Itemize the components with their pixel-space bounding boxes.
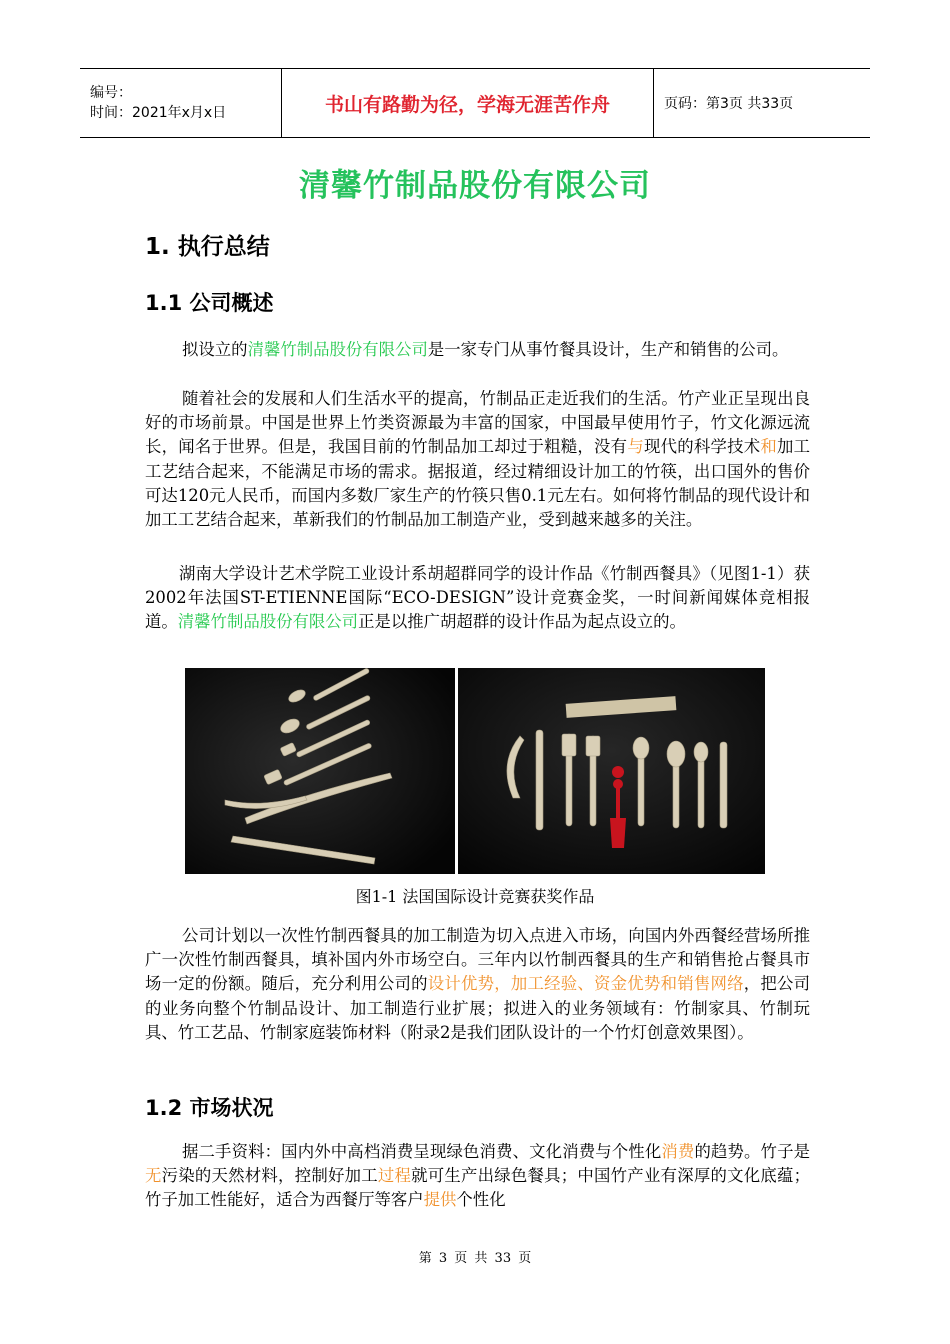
section-1-2-heading: 1.2 市场状况 [145,1096,274,1120]
paragraph-industry-background [145,387,810,532]
p2-highlight-2: 和 [760,437,778,457]
p1-text-b: 是一家专门从事竹餐具设计，生产和销售的公司。 [427,340,789,359]
p3-text-a: 湖南大学设计艺术学院工业设计系胡超群同学的设计作品《竹制西餐具》（见图1-1）获2002年法国ST-ETIENNE国际“ECO-DESIGN”设计竞赛金奖，一时间新闻媒体竞相报道。 [145,564,810,632]
p5-highlight-4: 提供 [423,1190,457,1210]
page-footer: 第 3 页 共 33 页 [418,1251,532,1266]
figure-caption: 图1-1 法国国际设计竞赛获奖作品 [355,887,595,906]
section-1-1-heading: 1.1 公司概述 [145,291,274,315]
p3-text-b: 正是以推广胡超群的设计作品为起点设立的。 [358,612,686,632]
p1-text-a: 拟设立的 [182,340,248,359]
section-1-heading: 1. 执行总结 [145,234,270,260]
time-label: 时间：2021年x月x日 [90,105,227,121]
paragraph-business-plan [145,924,810,1045]
p5-text-e: 个性化 [456,1190,506,1210]
p2-text-b: 现代的科学技术 [643,437,761,457]
header-page-cell [654,69,870,137]
motto-text: 书山有路勤为径，学海无涯苦作舟 [324,93,610,116]
p5-text-d: 就可生产出绿色餐具；中国竹产业有深厚的文化底蕴；竹子加工性能好，适合为西餐厅等客户 [145,1166,811,1210]
paragraph-market-status [145,1140,810,1213]
page-info: 页码：第3页 共33页 [664,96,794,112]
p5-highlight-1: 消费 [661,1142,695,1161]
document-title: 清馨竹制品股份有限公司 [299,168,651,204]
p4-highlight-advantages: 设计优势，加工经验、资金优势和销售网络 [427,974,744,994]
cutlery-diagonal-illustration [185,668,455,874]
cutlery-lineup-illustration [458,668,765,874]
p5-highlight-3: 过程 [377,1166,412,1186]
figure-bamboo-cutlery [185,668,765,874]
p2-text-c: 加工工艺结合起来，不能满足市场的需求。据报道，经过精细设计加工的竹筷，出口国外的售价可达120元人民币，而国内多数厂家生产的竹筷只售0.1元左右。如何将竹制品的现代设计和加工工艺结合起来，革新我们的竹制品加工制造产业，受到越来越多的关注。 [145,437,811,530]
company-name-highlight-2: 清馨竹制品股份有限公司 [177,612,359,632]
paragraph-company-intro [145,338,810,362]
cutlery-photo-left [185,668,455,874]
header-meta-cell [80,69,282,137]
p5-text-b: 的趋势。竹子是 [694,1142,811,1161]
cutlery-photo-right [458,668,765,874]
p2-text-a: 随着社会的发展和人们生活水平的提高，竹制品正走近我们的生活。竹产业正呈现出良好的市场前景。中国是世界上竹类资源最为丰富的国家，中国最早使用竹子，竹文化源远流长，闻名于世界。但是，我国目前的竹制品加工却过于粗糙，没有 [145,389,810,457]
paragraph-design-award [145,562,810,635]
p2-highlight-1: 与 [627,437,644,457]
header-table [80,68,870,138]
number-label: 编号： [90,85,132,101]
p5-highlight-2: 无 [145,1166,162,1186]
p4-text-b: ，把公司的业务向整个竹制品设计、加工制造行业扩展；拟进入的业务领域有：竹制家具、竹制玩具、竹工艺品、竹制家庭装饰材料（附录2是我们团队设计的一个竹灯创意效果图）。 [145,974,811,1042]
p4-text-a: 公司计划以一次性竹制西餐具的加工制造为切入点进入市场，向国内外西餐经营场所推广一次性竹制西餐具，填补国内外市场空白。三年内以竹制西餐具的生产和销售抢占餐具市场一定的份额。随后，充分利用公司的 [145,926,810,994]
p5-text-a: 据二手资料：国内外中高档消费呈现绿色消费、文化消费与个性化 [182,1142,662,1161]
p5-text-c: 污染的天然材料，控制好加工 [161,1166,378,1186]
header-motto-cell [282,69,654,137]
company-name-highlight: 清馨竹制品股份有限公司 [247,340,428,359]
